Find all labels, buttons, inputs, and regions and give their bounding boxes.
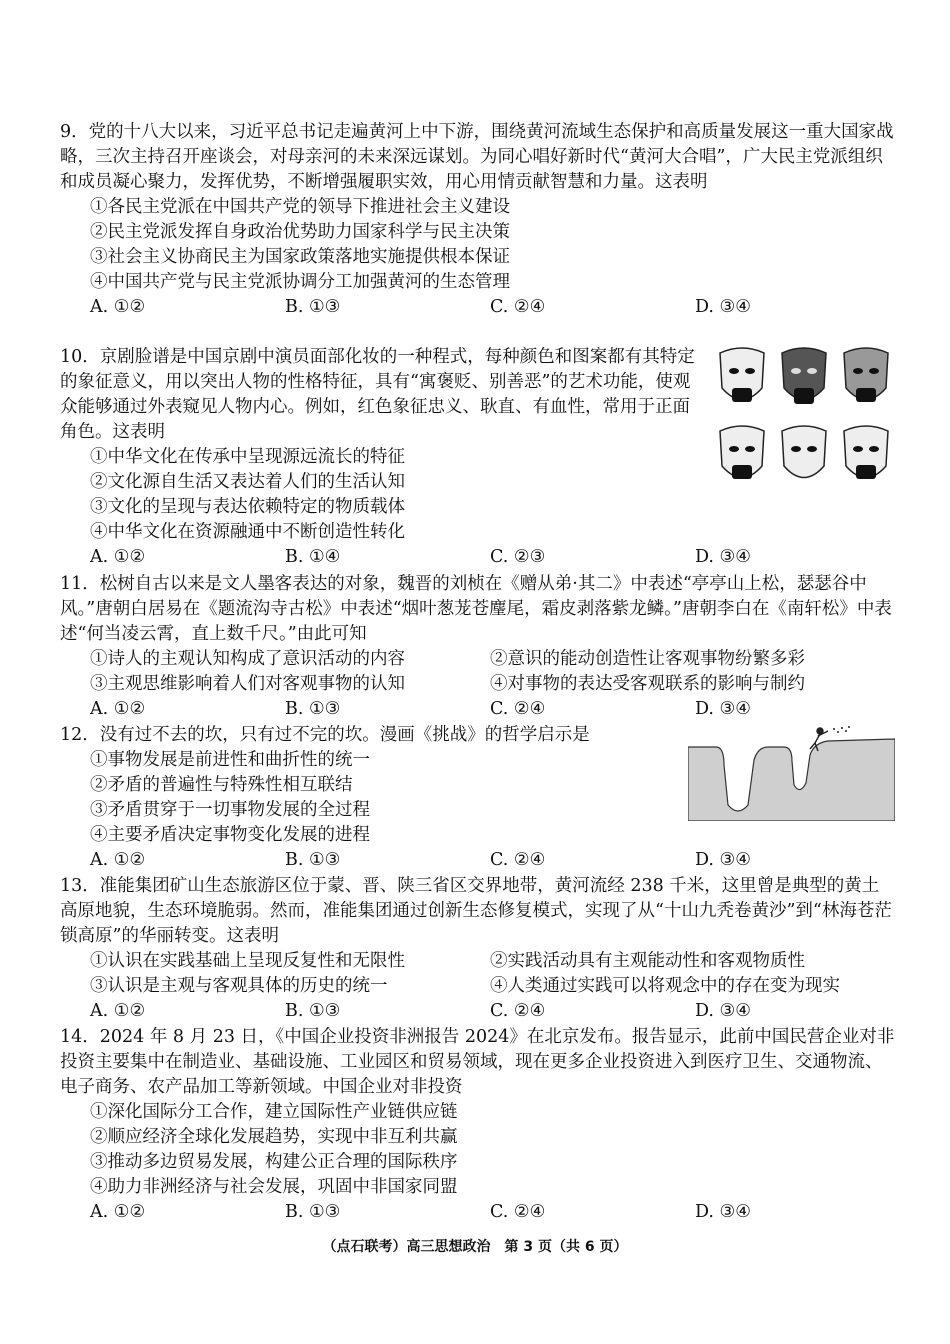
choice-d[interactable]: D. ③④ [695,699,751,719]
choice-a[interactable]: A. ①② [90,850,146,870]
option-2: ②矛盾的普遍性与特殊性相互联结 [90,775,353,795]
question-stem: 13．准能集团矿山生态旅游区位于蒙、晋、陕三省区交界地带，黄河流经 238 千米，这里曾是典型的黄土高原地貌，生态环境脆弱。然而，准能集团通过创新生态修复模式，实现了从“十山九秃卷黄沙”到“林海苍茫锁高原”的华丽转变。这表明 [60,876,892,946]
answer-choices [90,848,895,873]
option-1: ①事物发展是前进性和曲折性的统一 [90,750,370,770]
option-2: ②民主党派发挥自身政治优势助力国家科学与民主决策 [90,222,510,242]
answer-choices [90,999,895,1024]
question-stem: 12．没有过不去的坎，只有过不完的坎。漫画《挑战》的哲学启示是 [60,725,590,745]
choice-d[interactable]: D. ③④ [695,547,751,567]
choice-b[interactable]: B. ①③ [285,1202,341,1222]
choice-c[interactable]: C. ②④ [490,850,546,870]
option-4: ④助力非洲经济与社会发展，巩固中非国家同盟 [90,1177,458,1197]
option-3: ③文化的呈现与表达依赖特定的物质载体 [90,497,405,517]
option-4: ④人类通过实践可以将观念中的存在变为现实 [490,976,840,996]
option-1: ①诗人的主观认知构成了意识活动的内容 [90,649,405,669]
choice-a[interactable]: A. ①② [90,547,146,567]
choice-b[interactable]: B. ①③ [285,850,341,870]
choice-d[interactable]: D. ③④ [695,1202,751,1222]
option-2: ②意识的能动创造性让客观事物纷繁多彩 [490,649,805,669]
option-2: ②文化源自生活又表达着人们的生活认知 [90,472,405,492]
option-2: ②顺应经济全球化发展趋势，实现中非互利共赢 [90,1127,458,1147]
option-1: ①认识在实践基础上呈现反复性和无限性 [90,951,405,971]
challenge-cartoon-image [688,725,895,821]
question-11 [60,572,895,722]
question-14 [60,1025,895,1225]
options-row-1 [90,647,895,672]
choice-c[interactable]: C. ②④ [490,1001,546,1021]
option-3: ③推动多边贸易发展，构建公正合理的国际秩序 [90,1152,458,1172]
option-4: ④中国共产党与民主党派协调分工加强黄河的生态管理 [90,272,510,292]
answer-choices [90,1200,895,1225]
answer-choices [90,295,895,320]
option-3: ③认识是主观与客观具体的历史的统一 [90,976,388,996]
option-3: ③矛盾贯穿于一切事物发展的全过程 [90,800,370,820]
answer-choices [90,545,895,570]
options-row-1 [90,949,895,974]
choice-a[interactable]: A. ①② [90,297,146,317]
option-1: ①中华文化在传承中呈现源远流长的特征 [90,447,405,467]
question-stem: 10．京剧脸谱是中国京剧中演员面部化妆的一种程式，每种颜色和图案都有其特定的象征意义，用以突出人物的性格特征，具有“寓褒贬、别善恶”的艺术功能，使观众能够通过外表窥见人物内心。例如，红色象征忠义、耿直、有血性，常用于正面角色。这表明 [60,347,695,442]
option-2: ②实践活动具有主观能动性和客观物质性 [490,951,805,971]
question-9 [60,120,895,320]
option-4: ④主要矛盾决定事物变化发展的进程 [90,825,370,845]
option-4: ④对事物的表达受客观联系的影响与制约 [490,674,805,694]
choice-b[interactable]: B. ①③ [285,297,341,317]
question-stem: 9．党的十八大以来，习近平总书记走遍黄河上中下游，围绕黄河流域生态保护和高质量发展这一重大国家战略，三次主持召开座谈会，对母亲河的未来深远谋划。为同心唱好新时代“黄河大合唱”，广大民主党派组织和成员凝心聚力，发挥优势，不断增强履职实效，用心用情贡献智慧和力量。这表明 [60,122,894,192]
choice-c[interactable]: C. ②③ [490,547,546,567]
choice-c[interactable]: C. ②④ [490,297,546,317]
option-3: ③社会主义协商民主为国家政策落地实施提供根本保证 [90,247,510,267]
option-4: ④中华文化在资源融通中不断创造性转化 [90,522,405,542]
choice-a[interactable]: A. ①② [90,1001,146,1021]
choice-a[interactable]: A. ①② [90,699,146,719]
choice-b[interactable]: B. ①③ [285,1001,341,1021]
choice-c[interactable]: C. ②④ [490,699,546,719]
choice-d[interactable]: D. ③④ [695,297,751,317]
choice-a[interactable]: A. ①② [90,1202,146,1222]
options-row-2 [90,672,895,697]
choice-d[interactable]: D. ③④ [695,850,751,870]
options-row-2 [90,974,895,999]
option-1: ①深化国际分工合作，建立国际性产业链供应链 [90,1102,458,1122]
question-stem: 11．松树自古以来是文人墨客表达的对象，魏晋的刘桢在《赠从弟·其二》中表述“亭亭山上松，瑟瑟谷中风。”唐朝白居易在《题流沟寺古松》中表述“烟叶葱茏苍麈尾，霜皮剥落紫龙鳞。”唐朝李白在《南轩松》中表述“何当凌云霄，直上数千尺。”由此可知 [60,574,892,644]
option-1: ①各民主党派在中国共产党的领导下推进社会主义建设 [90,197,510,217]
opera-masks-image [712,343,892,493]
choice-c[interactable]: C. ②④ [490,1202,546,1222]
choice-b[interactable]: B. ①③ [285,699,341,719]
choice-d[interactable]: D. ③④ [695,1001,751,1021]
question-13 [60,874,895,1024]
page-footer: （点石联考）高三思想政治 第 3 页（共 6 页） [322,1239,628,1255]
answer-choices [90,697,895,722]
option-3: ③主观思维影响着人们对客观事物的认知 [90,674,405,694]
question-stem: 14．2024 年 8 月 23 日，《中国企业投资非洲报告 2024》在北京发布。报告显示，此前中国民营企业对非投资主要集中在制造业、基础设施、工业园区和贸易领域，现在更多企业投资进入到医疗卫生、交通物流、电子商务、农产品加工等新领域。中国企业对非投资 [60,1027,895,1097]
choice-b[interactable]: B. ①④ [285,547,341,567]
